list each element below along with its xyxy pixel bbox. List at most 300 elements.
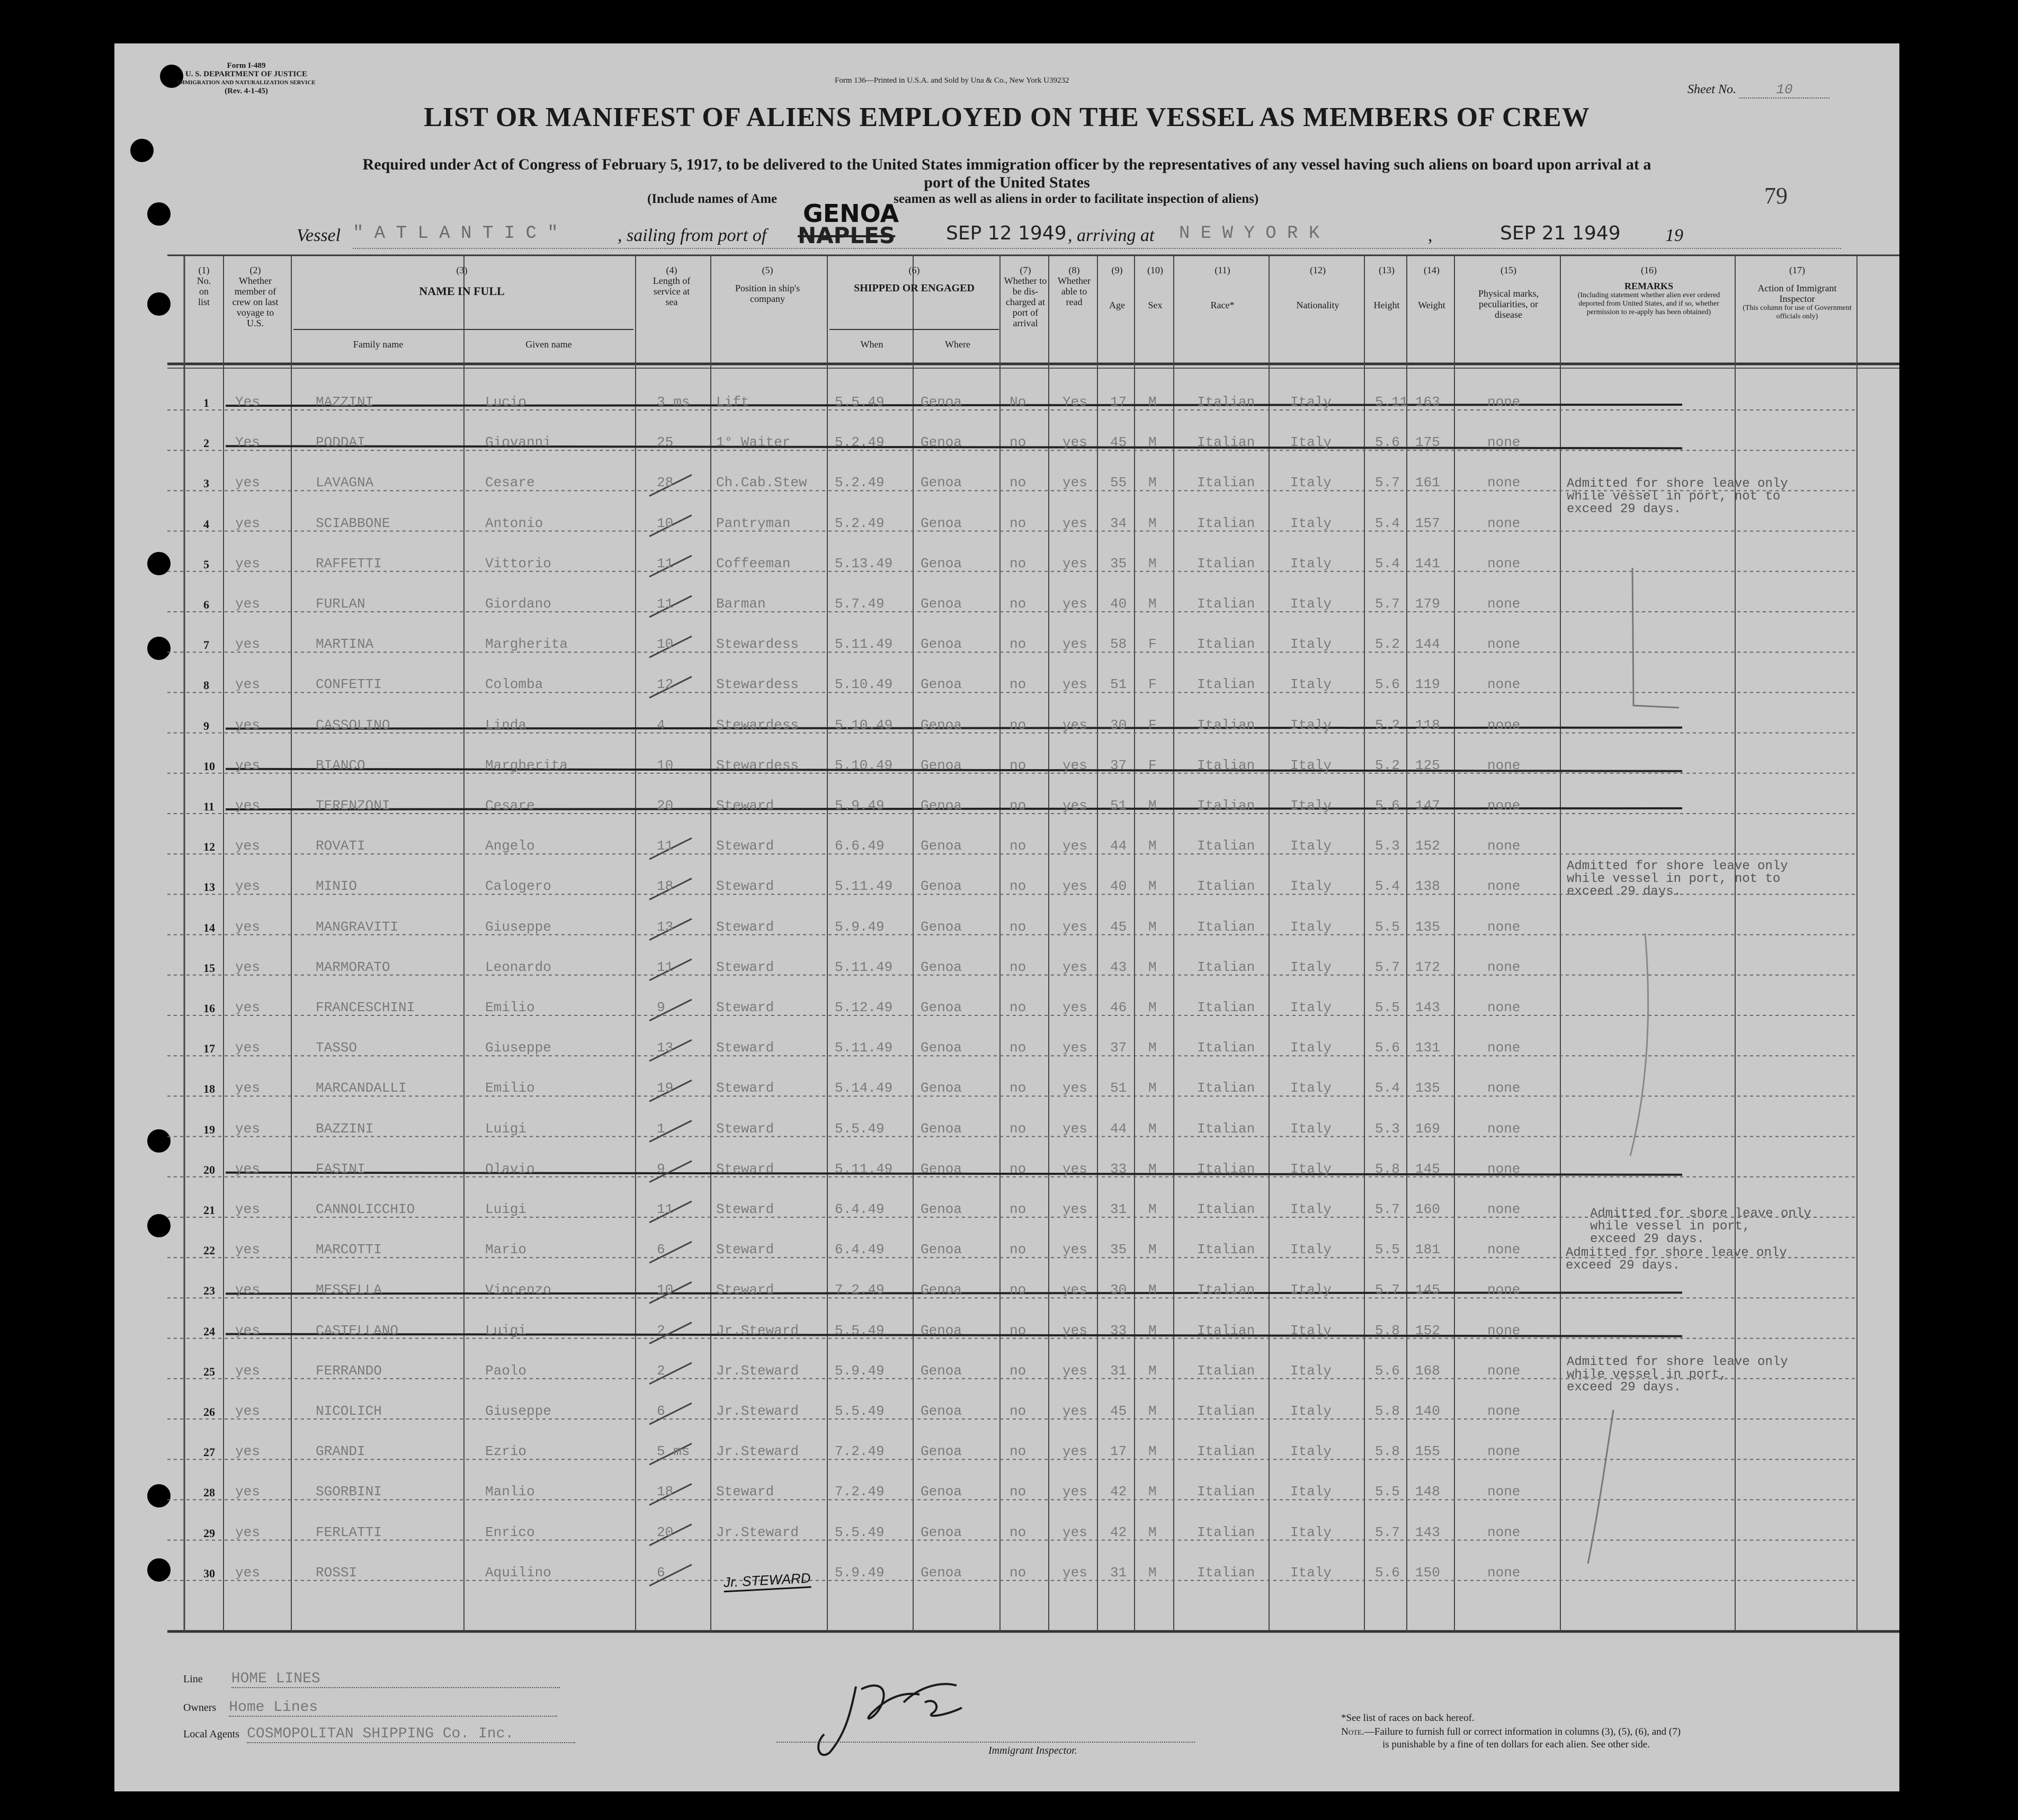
cell-weight: 150 [1415,1564,1440,1581]
cell-height: 5.8 [1375,1322,1400,1339]
cell-family: RAFFETTI [316,555,382,572]
cell-age: 30 [1110,1282,1127,1298]
row-number: 23 [203,1284,215,1298]
cell-family: GRANDI [316,1443,365,1460]
footer-line-field [183,1671,560,1688]
cell-where: Genoa [921,717,962,733]
cell-age: 46 [1110,1000,1127,1015]
row-number: 20 [203,1163,215,1176]
cell-position: Stewardess [716,676,799,693]
cell-sex: M [1148,394,1157,410]
cell-given: Margherita [485,757,568,773]
cell-marks: none [1487,555,1521,572]
cell-height: 5.7 [1375,1201,1400,1217]
cell-age: 40 [1110,878,1127,895]
cell-read: yes [1062,1443,1087,1460]
cell-read: yes [1062,717,1087,733]
cell-height: 5.2 [1375,757,1400,773]
col-17-header: (17) Action of Immigrant Inspector (This column for use of Government officials only) [1743,265,1852,320]
row-number: 27 [203,1446,215,1459]
cell-race: Italian [1197,798,1255,814]
cell-when: 5.11.49 [835,1161,893,1177]
cell-race: Italian [1197,838,1255,854]
cell-where: Genoa [921,1201,962,1217]
row-number: 3 [203,477,209,490]
cell-read: yes [1062,1161,1087,1177]
cell-height: 5.11 [1375,394,1408,410]
cell-age: 43 [1110,959,1127,975]
row-number: 15 [203,961,215,975]
row-number: 25 [203,1364,215,1378]
cell-read: yes [1062,596,1087,612]
cell-marks: none [1487,1161,1521,1177]
cell-given: Antonio [485,515,543,531]
cell-service: 11 [657,555,674,572]
cell-nat: Italy [1290,1564,1332,1581]
cell-weight: 118 [1415,717,1440,733]
remark-row-21: Admitted for shore leave only while vessel in port, exceed 29 days. [1590,1207,1811,1246]
cell-nat: Italy [1290,1484,1332,1500]
cell-weight: 141 [1415,555,1440,572]
cell-when: 6.4.49 [835,1201,885,1217]
row-number: 10 [203,759,215,773]
cell-marks: none [1487,1201,1521,1217]
cell-age: 34 [1110,515,1127,531]
cell-service: 4 [657,717,665,733]
cell-position: Steward [716,1120,774,1137]
cell-last: yes [235,1524,260,1540]
remark-row-3: Admitted for shore leave only while vessel in port, not to exceed 29 days. [1567,477,1788,516]
row-number: 26 [203,1405,215,1418]
cell-family: FURLAN [316,596,365,612]
cell-read: yes [1062,757,1087,773]
cell-age: 31 [1110,1201,1127,1217]
cell-marks: none [1487,596,1521,612]
cell-race: Italian [1197,1362,1255,1379]
cell-race: Italian [1197,1242,1255,1258]
cell-last: Yes [235,394,260,410]
cell-disch: no [1010,1201,1026,1217]
cell-marks: none [1487,1484,1521,1500]
cell-position: Steward [716,1282,774,1298]
cell-service: 6 [657,1242,665,1258]
cell-given: Vittorio [485,555,551,572]
owners-value: Home Lines [229,1699,557,1717]
cell-position: Steward [716,1242,774,1258]
cell-nat: Italy [1290,1161,1332,1177]
row-number: 1 [203,396,209,409]
cell-family: CASSOLINO [316,717,390,733]
cell-sex: F [1148,636,1157,653]
cell-position: Pantryman [716,515,791,531]
cell-given: Emilio [485,1000,535,1015]
agents-value: COSMOPOLITAN SHIPPING Co. Inc. [247,1726,575,1743]
cell-read: yes [1062,918,1087,935]
cell-marks: none [1487,434,1521,451]
cell-given: Emilio [485,1080,535,1096]
cell-when: 5.2.49 [835,434,885,451]
cell-given: Paolo [485,1362,527,1379]
cell-when: 7.2.49 [835,1443,885,1460]
cell-family: MANGRAVITI [316,918,399,935]
row-number: 17 [203,1042,215,1056]
cell-height: 5.7 [1375,1282,1400,1298]
cell-when: 5.9.49 [835,798,885,814]
line-label: Line [183,1673,203,1685]
cell-race: Italian [1197,717,1255,733]
cell-last: yes [235,1443,260,1460]
cell-family: MAZZINI [316,394,374,410]
cell-family: ROSSI [316,1564,358,1581]
sailing-label: , sailing from port of [618,226,767,245]
cell-read: Yes [1062,394,1087,410]
cell-read: yes [1062,555,1087,572]
service-name: IMMIGRATION AND NATURALIZATION SERVICE [177,79,316,86]
cell-age: 35 [1110,1242,1127,1258]
col-8-header: (8) Whether able to read [1058,265,1091,307]
cell-weight: 135 [1415,1080,1440,1096]
row-number: 11 [203,800,215,813]
cell-disch: no [1010,676,1026,693]
owners-label: Owners [183,1702,217,1714]
cell-read: yes [1062,798,1087,814]
cell-race: Italian [1197,1282,1255,1298]
cell-disch: no [1010,1322,1026,1339]
cell-nat: Italy [1290,555,1332,572]
row-number: 6 [203,598,209,611]
cell-disch: no [1010,798,1026,814]
cell-when: 5.5.49 [835,1322,885,1339]
cell-race: Italian [1197,475,1255,491]
cell-nat: Italy [1290,838,1332,854]
cell-when: 7.2.49 [835,1282,885,1298]
cell-position: 1° Waiter [716,434,791,451]
row-number: 21 [203,1203,215,1217]
cell-disch: no [1010,717,1026,733]
cell-where: Genoa [921,1443,962,1460]
cell-race: Italian [1197,1322,1255,1339]
year-label: 19 [1665,226,1683,245]
cell-family: FASINI [316,1161,365,1177]
cell-weight: 179 [1415,596,1440,612]
port-corrected: GENOA [803,199,899,228]
row-number: 24 [203,1324,215,1338]
cell-where: Genoa [921,1080,962,1096]
cell-when: 6.6.49 [835,838,885,854]
cell-nat: Italy [1290,1040,1332,1056]
cell-marks: none [1487,757,1521,773]
cell-position: Steward [716,1161,774,1177]
cell-given: Calogero [485,878,551,895]
cell-last: yes [235,1282,260,1298]
col-14-header: (14) Weight [1418,265,1445,310]
cell-sex: F [1148,757,1157,773]
arriving-label: , arriving at [1068,226,1155,245]
cell-where: Genoa [921,878,962,895]
cell-nat: Italy [1290,959,1332,975]
cell-disch: no [1010,1362,1026,1379]
cell-service: 10 [657,757,674,773]
cell-last: yes [235,676,260,693]
cell-last: yes [235,1161,260,1177]
cell-read: yes [1062,434,1087,451]
cell-service: 28 [657,475,674,491]
cell-nat: Italy [1290,1362,1332,1379]
cell-weight: 147 [1415,798,1440,814]
cell-last: yes [235,1564,260,1581]
row-number: 14 [203,921,215,934]
cell-sex: M [1148,1000,1157,1015]
cell-age: 44 [1110,1120,1127,1137]
cell-age: 37 [1110,757,1127,773]
col-6-header: (6) SHIPPED OR ENGAGED [854,265,975,294]
cell-read: yes [1062,515,1087,531]
manifest-title: LIST OR MANIFEST OF ALIENS EMPLOYED ON THE VESSEL AS MEMBERS OF CREW [424,102,1590,132]
cell-last: yes [235,1201,260,1217]
cell-marks: none [1487,1322,1521,1339]
cell-height: 5.6 [1375,1362,1400,1379]
cell-position: Jr.Steward [716,1362,799,1379]
row-number: 28 [203,1486,215,1500]
cell-disch: no [1010,555,1026,572]
cell-age: 31 [1110,1362,1127,1379]
cell-service: 10 [657,636,674,653]
cell-height: 5.6 [1375,1040,1400,1056]
cell-where: Genoa [921,676,962,693]
cell-height: 5.6 [1375,798,1400,814]
agents-label: Local Agents [183,1728,240,1740]
cell-read: yes [1062,1322,1087,1339]
cell-marks: none [1487,959,1521,975]
cell-nat: Italy [1290,798,1332,814]
pencil-marks [114,43,1899,1791]
cell-disch: no [1010,515,1026,531]
cell-given: Luigi [485,1120,527,1137]
cell-race: Italian [1197,676,1255,693]
cell-sex: M [1148,555,1157,572]
cell-position: Steward [716,798,774,814]
cell-service: 20 [657,798,674,814]
cell-age: 42 [1110,1484,1127,1500]
cell-disch: no [1010,1484,1026,1500]
cell-race: Italian [1197,757,1255,773]
cell-disch: no [1010,959,1026,975]
cell-given: Luigi [485,1201,527,1217]
cell-marks: none [1487,1040,1521,1056]
cell-age: 45 [1110,918,1127,935]
cell-disch: no [1010,1242,1026,1258]
cell-when: 5.13.49 [835,555,893,572]
cell-sex: M [1148,1484,1157,1500]
cell-disch: no [1010,434,1026,451]
cell-read: yes [1062,1040,1087,1056]
cell-position: Barman [716,596,766,612]
cell-family: FERLATTI [316,1524,382,1540]
row-number: 19 [203,1122,215,1136]
cell-when: 5.10.49 [835,717,893,733]
cell-last: yes [235,515,260,531]
cell-where: Genoa [921,434,962,451]
cell-marks: none [1487,1403,1521,1419]
row-number: 2 [203,436,209,450]
cell-race: Italian [1197,1000,1255,1015]
cell-service: 18 [657,1484,674,1500]
cell-last: yes [235,878,260,895]
cell-when: 5.12.49 [835,1000,893,1015]
cell-disch: No [1010,394,1026,410]
cell-last: yes [235,555,260,572]
cell-service: 11 [657,1201,674,1217]
cell-when: 5.11.49 [835,959,893,975]
cell-read: yes [1062,1201,1087,1217]
handwritten-position-row-30: Jr. STEWARD [723,1570,811,1593]
vessel-label: Vessel [297,226,341,245]
cell-sex: M [1148,434,1157,451]
cell-sex: M [1148,1161,1157,1177]
cell-last: yes [235,717,260,733]
cell-given: Giordano [485,596,551,612]
cell-race: Italian [1197,636,1255,653]
cell-height: 5.3 [1375,1120,1400,1137]
cell-height: 5.4 [1375,555,1400,572]
cell-age: 33 [1110,1322,1127,1339]
inspector-signature [798,1665,978,1766]
cell-family: FRANCESCHINI [316,1000,415,1015]
cell-height: 5.3 [1375,838,1400,854]
cell-given: Olavio [485,1161,535,1177]
cell-height: 5.4 [1375,515,1400,531]
cell-position: Steward [716,959,774,975]
cell-height: 5.5 [1375,1484,1400,1500]
cell-last: yes [235,1080,260,1096]
cell-height: 5.8 [1375,1443,1400,1460]
cell-weight: 125 [1415,757,1440,773]
cell-family: FERRANDO [316,1362,382,1379]
cell-service: 10 [657,1282,674,1298]
cell-where: Genoa [921,515,962,531]
cell-position: Steward [716,1040,774,1056]
cell-when: 7.2.49 [835,1484,885,1500]
cell-last: yes [235,596,260,612]
row-number: 8 [203,679,209,692]
cell-sex: M [1148,515,1157,531]
cell-position: Jr.Steward [716,1322,799,1339]
page-stamp: 79 [1764,183,1788,209]
cell-race: Italian [1197,1120,1255,1137]
cell-height: 5.4 [1375,1080,1400,1096]
cell-height: 5.8 [1375,1161,1400,1177]
cell-sex: M [1148,1282,1157,1298]
cell-nat: Italy [1290,1120,1332,1137]
cell-height: 5.5 [1375,1242,1400,1258]
cell-race: Italian [1197,515,1255,531]
cell-weight: 163 [1415,394,1440,410]
printer-note: Form 136—Printed in U.S.A. and Sold by Una & Co., New York U39232 [835,76,1069,85]
cell-last: yes [235,757,260,773]
cell-family: MARMORATO [316,959,390,975]
cell-height: 5.7 [1375,475,1400,491]
cell-family: MARCOTTI [316,1242,382,1258]
cell-read: yes [1062,1564,1087,1581]
cell-service: 2 [657,1322,665,1339]
cell-read: yes [1062,838,1087,854]
col-11-header: (11) Race* [1210,265,1235,310]
cell-service: 9 [657,1000,665,1015]
cell-last: yes [235,1484,260,1500]
cell-where: Genoa [921,918,962,935]
cell-age: 17 [1110,394,1127,410]
cell-where: Genoa [921,1524,962,1540]
vessel-line: Vessel " A T L A N T I C " , sailing from port of GENOA NAPLES SEP 12 1949 , arriving at N E W Y O R K , SEP 21 1949 19 [114,208,1899,255]
cell-position: Steward [716,1000,774,1015]
cell-position: Steward [716,838,774,854]
cell-weight: 135 [1415,918,1440,935]
cell-given: Margherita [485,636,568,653]
cell-race: Italian [1197,596,1255,612]
cell-when: 5.2.49 [835,475,885,491]
cell-family: BAZZINI [316,1120,374,1137]
cell-nat: Italy [1290,918,1332,935]
cell-given: Ezrio [485,1443,527,1460]
cell-position: Coffeeman [716,555,791,572]
cell-where: Genoa [921,1322,962,1339]
cell-sex: M [1148,1524,1157,1540]
cell-service: 2 [657,1362,665,1379]
cell-height: 5.4 [1375,878,1400,895]
cell-family: LAVAGNA [316,475,374,491]
cell-marks: none [1487,1564,1521,1581]
cell-service: 13 [657,918,674,935]
include-note-left: (Include names of Ame [647,192,778,206]
cell-position: Stewardess [716,757,799,773]
cell-disch: no [1010,636,1026,653]
cell-where: Genoa [921,596,962,612]
cell-weight: 175 [1415,434,1440,451]
cell-marks: none [1487,1524,1521,1540]
cell-given: Cesare [485,475,535,491]
line-value: HOME LINES [231,1671,560,1688]
cell-marks: none [1487,1242,1521,1258]
cell-marks: none [1487,1000,1521,1015]
cell-sex: M [1148,475,1157,491]
cell-last: yes [235,636,260,653]
cell-marks: none [1487,1362,1521,1379]
cell-service: 12 [657,676,674,693]
cell-race: Italian [1197,918,1255,935]
cell-position: Stewardess [716,636,799,653]
cell-marks: none [1487,394,1521,410]
cell-where: Genoa [921,394,962,410]
penalty-note [1341,1726,1681,1751]
col-4-header: (4) Length of service at sea [653,265,691,307]
cell-marks: none [1487,798,1521,814]
cell-where: Genoa [921,1120,962,1137]
cell-when: 5.11.49 [835,1040,893,1056]
cell-given: Angelo [485,838,535,854]
cell-last: yes [235,959,260,975]
cell-nat: Italy [1290,757,1332,773]
cell-family: MARTINA [316,636,374,653]
cell-nat: Italy [1290,475,1332,491]
cell-family: BIANCO [316,757,365,773]
cell-weight: 144 [1415,636,1440,653]
cell-weight: 181 [1415,1242,1440,1258]
cell-nat: Italy [1290,434,1332,451]
cell-given: Vincenzo [485,1282,551,1298]
cell-marks: none [1487,475,1521,491]
cell-position: Ch.Cab.Stew [716,475,807,491]
cell-race: Italian [1197,959,1255,975]
